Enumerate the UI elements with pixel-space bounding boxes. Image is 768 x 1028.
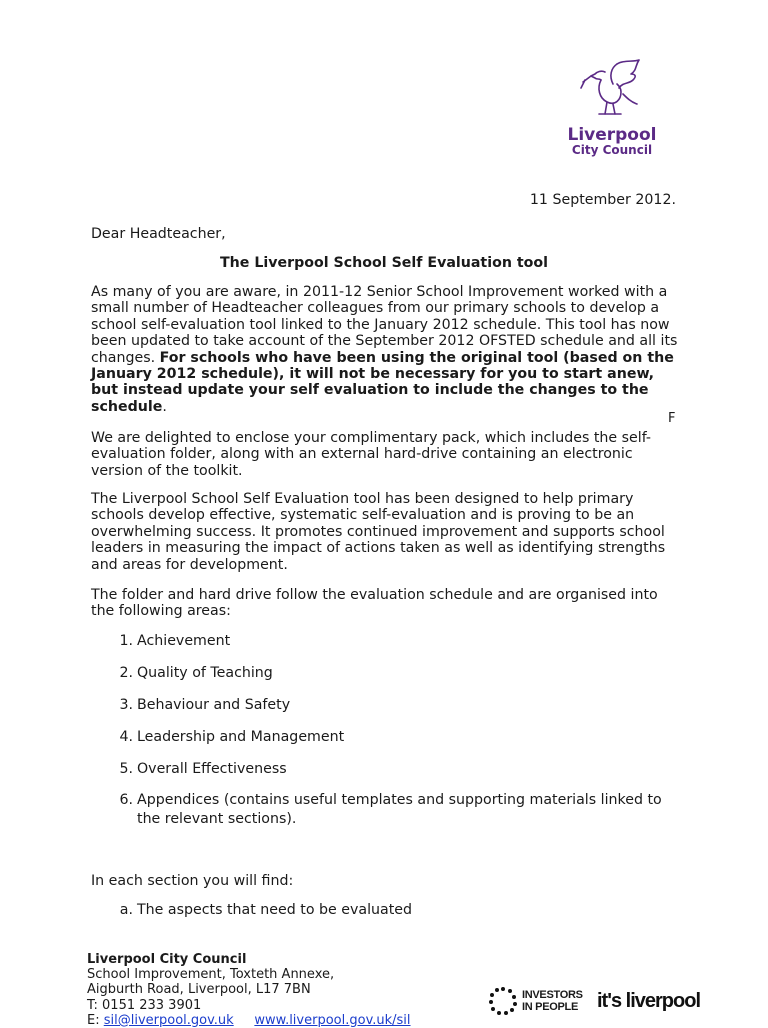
- list-number: 3.: [119, 697, 133, 713]
- investors-in-people-icon: [488, 986, 518, 1016]
- paragraph-areas: The folder and hard drive follow the evaluation schedule and are organised into the following areas:: [91, 587, 658, 620]
- intro-end: .: [162, 398, 167, 415]
- website-link[interactable]: www.liverpool.gov.uk/sil: [254, 1012, 411, 1028]
- list-number: 5.: [119, 761, 133, 777]
- letter-subject: The Liverpool School Self Evaluation tool: [219, 255, 549, 271]
- list-text: Behaviour and Safety: [137, 697, 291, 713]
- list-number: 6.: [119, 792, 133, 808]
- salutation: Dear Headteacher,: [91, 226, 226, 242]
- paragraph-pack: We are delighted to enclose your complimentary pack, which includes the self-evaluation folder, along with an external hard-drive containing an electronic version of the toolkit.: [91, 430, 652, 479]
- liverpool-city-council-logo: [560, 58, 664, 157]
- footer-address-line: School Improvement, Toxteth Annexe,: [87, 967, 335, 983]
- iip-text: [522, 989, 583, 1013]
- paragraph-tool: The Liverpool School Self Evaluation tool has been designed to help primary schools develop effective, systematic self-evaluation and is proving to be an overwhelming success. It promotes continued improvement and supports school leaders in measuring the impact of actions taken as well as identifying strengths and areas for development.: [91, 491, 666, 573]
- footer-org-name: Liverpool City Council: [87, 952, 247, 967]
- list-number: 1.: [119, 633, 133, 649]
- its-liverpool-logo: it's liverpool: [597, 990, 701, 1012]
- email-label: E:: [87, 1012, 104, 1028]
- iip-line: IN PEOPLE: [522, 1001, 578, 1013]
- list-text: The aspects that need to be evaluated: [137, 902, 413, 918]
- logo-name: Liverpool: [567, 125, 657, 145]
- list-letter: a.: [119, 902, 133, 918]
- intro-text: As many of you are aware, in 2011-12 Senior School Improvement worked with a small number of Headteacher colleagues from our primary schools to develop a school self-evaluation tool linked to the January 2012 schedule. This tool has now been updated to take account of the September 2012 OFSTED schedule and all its changes.: [91, 284, 678, 366]
- footer-contact: [87, 952, 411, 1028]
- list-text: Appendices (contains useful templates and supporting materials linked to the relevant sections).: [137, 792, 662, 827]
- margin-mark: F: [668, 411, 676, 426]
- section-intro: In each section you will find:: [91, 873, 294, 889]
- list-text: Achievement: [137, 633, 231, 649]
- email-link[interactable]: sil@liverpool.gov.uk: [103, 1012, 234, 1028]
- footer-phone: T: 0151 233 3901: [87, 997, 202, 1013]
- intro-bold-text: For schools who have been using the original tool (based on the January 2012 schedule), it will not be necessary for you to start anew, but instead update your self evaluation to include the changes to the schedule: [91, 349, 674, 415]
- list-text: Leadership and Management: [137, 729, 345, 745]
- iip-line: INVESTORS: [522, 989, 583, 1001]
- list-text: Overall Effectiveness: [137, 761, 287, 777]
- footer-links: [87, 1013, 411, 1028]
- investors-in-people-logo: [488, 986, 584, 1018]
- liver-bird-icon: [577, 58, 647, 124]
- list-number: 2.: [119, 665, 133, 681]
- paragraph-intro: [91, 284, 679, 415]
- letter-date: 11 September 2012.: [529, 192, 676, 208]
- footer-address-line: Aigburth Road, Liverpool, L17 7BN: [87, 982, 311, 998]
- list-number: 4.: [119, 729, 133, 745]
- list-text: Quality of Teaching: [137, 665, 273, 681]
- logo-subtitle: City Council: [571, 143, 653, 157]
